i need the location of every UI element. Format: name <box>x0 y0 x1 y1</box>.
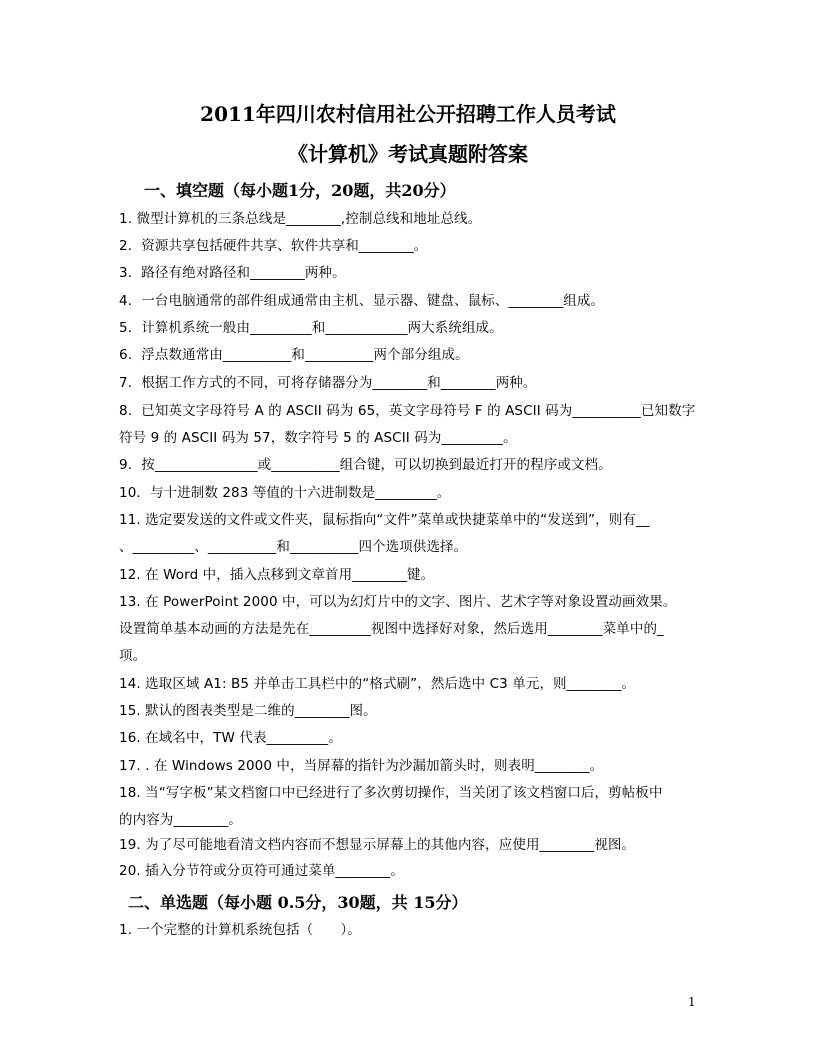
question-line: 16. 在域名中，TW 代表_________。 <box>119 730 342 746</box>
question-line: 19. 为了尽可能地看清文档内容而不想显示屏幕上的其他内容，应使用________视图。 <box>119 837 636 853</box>
page-number: 1 <box>688 995 696 1009</box>
section-heading-single-choice: 二、单选题（每小题 0.5分，30题，共 15分） <box>128 893 468 912</box>
question-line: 13. 在 PowerPoint 2000 中，可以为幻灯片中的文字、图片、艺术字等对象设置动画效果。 <box>119 594 677 610</box>
question-line: 10．与十进制数 283 等值的十六进制数是_________。 <box>119 485 451 501</box>
question-line: 8．已知英文字母符号 A 的 ASCII 码为 65，英文字母符号 F 的 ASCII 码为__________已知数字 <box>119 403 696 419</box>
question-line: 17. . 在 Windows 2000 中，当屏幕的指针为沙漏加箭头时，则表明________。 <box>119 758 604 774</box>
question-line: 14. 选取区域 A1: B5 并单击工具栏中的“格式刷”，然后选中 C3 单元，则________。 <box>119 676 636 692</box>
question-line: 的内容为________。 <box>119 812 242 828</box>
question-line: 18. 当“写字板”某文档窗口中已经进行了多次剪切操作，当关闭了该文档窗口后，剪帖板中 <box>119 785 663 801</box>
question-line: 20. 插入分节符或分页符可通过菜单________。 <box>119 863 404 879</box>
question-line: 11. 选定要发送的文件或文件夹，鼠标指向“文件”菜单或快捷菜单中的“发送到”，则有__ <box>119 512 650 528</box>
question-line: 12. 在 Word 中，插入点移到文章首用________键。 <box>119 567 435 583</box>
question-line: 2．资源共享包括硬件共享、软件共享和________。 <box>119 238 428 254</box>
question-line: 6．浮点数通常由__________和__________两个部分组成。 <box>119 347 469 363</box>
question-line: 设置简单基本动画的方法是先在_________视图中选择好对象，然后选用________菜单中的_ <box>119 621 664 637</box>
question-line: 、_________、__________和__________四个选项供选择。 <box>119 539 468 555</box>
question-line: 4．一台电脑通常的部件组成通常由主机、显示器、键盘、鼠标、________组成。 <box>119 293 605 309</box>
question-line: 7．根据工作方式的不同，可将存储器分为________和________两种。 <box>119 375 537 391</box>
question-item: 1. 一个完整的计算机系统包括（ ）。 <box>119 922 361 938</box>
question-line: 符号 9 的 ASCII 码为 57，数字符号 5 的 ASCII 码为_________。 <box>119 430 517 446</box>
question-line: 5．计算机系统一般由_________和____________两大系统组成。 <box>119 320 503 336</box>
section-heading-fill-in: 一、填空题（每小题1分，20题，共20分） <box>144 181 456 200</box>
question-line: 15. 默认的图表类型是二维的________图。 <box>119 703 377 719</box>
question-line: 项。 <box>119 648 147 664</box>
question-line: 1. 微型计算机的三条总线是________,控制总线和地址总线。 <box>119 211 482 227</box>
document-title: 2011年四川农村信用社公开招聘工作人员考试 <box>200 102 616 126</box>
document-subtitle: 《计算机》考试真题附答案 <box>288 142 528 166</box>
question-line: 9．按_______________或__________组合键，可以切换到最近打开的程序或文档。 <box>119 457 612 473</box>
question-line: 3．路径有绝对路径和________两种。 <box>119 265 346 281</box>
